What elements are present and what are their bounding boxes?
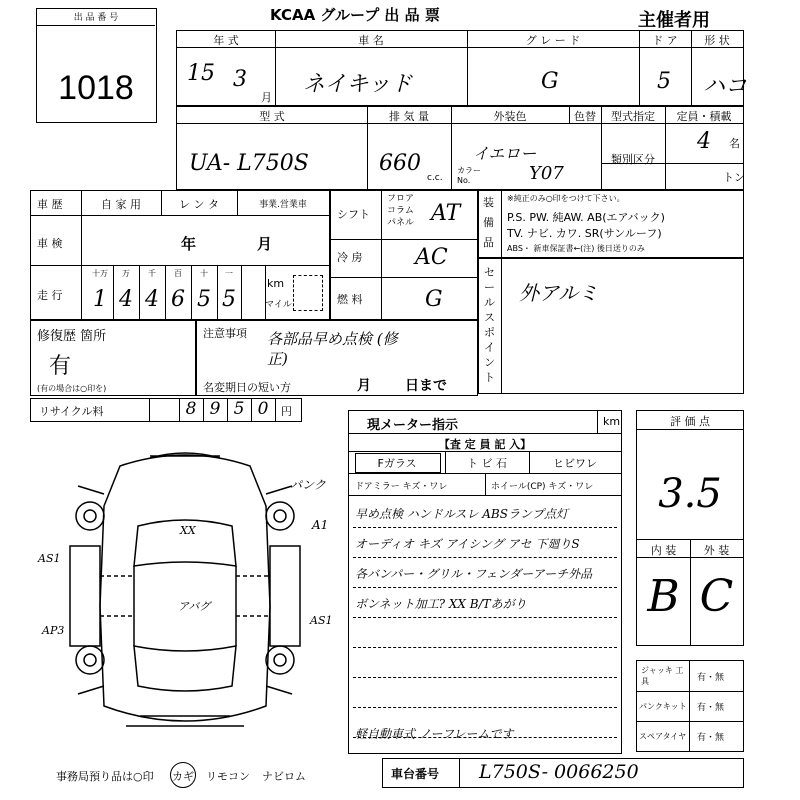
car-name: ネイキッド xyxy=(303,72,413,97)
comment-2: オーディオ キズ アイシング アセ 下廻りS xyxy=(355,537,580,551)
color-no-value: Y07 xyxy=(529,163,564,184)
row1-table xyxy=(176,30,748,106)
mileage-unit-3: 百 xyxy=(174,269,182,278)
row2-table xyxy=(176,106,744,190)
lot-number-label: 出 品 番 号 xyxy=(73,13,119,23)
notes-value: 各部品早め点検 (修正) xyxy=(267,330,398,368)
equipment-line1[interactable]: P.S. PW. 純AW. AB(エアバック) xyxy=(507,211,665,224)
month-unit: 月 xyxy=(261,91,272,104)
spec-table xyxy=(330,190,478,320)
score-value: 3.5 xyxy=(658,471,722,517)
shift-option-panel[interactable]: パネル xyxy=(387,218,415,228)
spare-label: スペアタイヤ xyxy=(639,732,687,741)
chassis-box xyxy=(382,758,744,788)
exterior-color-value: イエロー xyxy=(473,144,537,163)
score-box xyxy=(636,410,744,646)
mile-checkbox[interactable] xyxy=(293,275,323,311)
sales-point-label: セールスポイント xyxy=(484,266,495,384)
grade-value: G xyxy=(541,69,559,94)
load-unit: トン xyxy=(723,171,745,184)
recycle-digit-2: 5 xyxy=(233,399,245,419)
inspector-label: 【査 定 員 記 入】 xyxy=(438,438,532,451)
mileage-unit-5: 一 xyxy=(225,269,233,278)
crack-label[interactable]: ヒビワレ xyxy=(553,457,597,470)
repair-box xyxy=(30,320,196,396)
mark-aging: アバグ xyxy=(178,600,211,613)
interior-label: 内 装 xyxy=(650,544,677,557)
stone-label[interactable]: ト ビ 石 xyxy=(467,457,507,470)
month-value: 3 xyxy=(233,67,247,92)
doors-value: 5 xyxy=(657,69,671,94)
capacity-label: 定員・積載 xyxy=(676,110,732,123)
year-value: 15 xyxy=(187,61,215,86)
tools-box xyxy=(636,660,744,752)
mirror-label[interactable]: ドアミラー キズ・ワレ xyxy=(355,482,448,492)
name-label: 車 名 xyxy=(358,34,384,47)
fglass-label: Fガラス xyxy=(377,457,417,470)
recycle-digit-3: 0 xyxy=(257,399,269,419)
deadline-label: 名変期日の短い方 xyxy=(203,381,291,394)
mileage-unit-1: 万 xyxy=(122,269,130,278)
chassis-value: L750S- 0066250 xyxy=(479,761,639,783)
fuel-value: G xyxy=(425,287,443,312)
recycle-label: リサイクル料 xyxy=(39,405,104,418)
model-value: UA- L750S xyxy=(189,151,309,176)
history-option-business[interactable]: 事業.営業車 xyxy=(259,200,307,210)
doors-label: ド ア xyxy=(652,34,678,47)
capacity-value: 4 xyxy=(697,129,711,154)
displacement-value: 660 xyxy=(379,151,421,176)
shape-label: 形 状 xyxy=(704,34,730,47)
jack-value[interactable]: 有・無 xyxy=(697,673,725,683)
grade-label: グ レ ー ド xyxy=(525,34,581,47)
comment-4: ボンネット加工? XX B/Tあがり xyxy=(355,597,527,611)
mileage-unit-4: 十 xyxy=(200,269,208,278)
mileage-digit-2: 4 xyxy=(145,287,159,312)
mileage-mile: マイル xyxy=(265,300,292,310)
deadline-day: 日まで xyxy=(405,378,447,394)
puncture-value[interactable]: 有・無 xyxy=(697,703,725,713)
recycle-unit: 円 xyxy=(281,405,292,418)
repair-value: 有 xyxy=(49,354,72,379)
recycle-digit-1: 9 xyxy=(209,399,221,419)
mileage-digit-1: 4 xyxy=(119,287,133,312)
form-title: KCAA グループ 出 品 票 xyxy=(270,6,440,24)
chassis-label: 車台番号 xyxy=(391,767,440,781)
category-label: 類別区分 xyxy=(611,153,655,166)
notes-label: 注意事項 xyxy=(203,327,247,340)
history-label: 車 歴 xyxy=(37,198,63,211)
mark-as1-left: AS1 xyxy=(38,552,61,565)
mileage-unit-0: 十万 xyxy=(92,269,108,278)
meter-unit: km xyxy=(603,415,621,428)
mark-a1-right: A1 xyxy=(312,518,329,532)
mark-ap3: AP3 xyxy=(42,624,65,637)
shift-option-column[interactable]: コラム xyxy=(387,206,414,216)
equipment-note: ※純正のみ○印をつけて下さい。 xyxy=(507,194,625,203)
form-role: 主催者用 xyxy=(638,10,710,31)
inspection-label: 車 検 xyxy=(37,237,63,250)
mileage-unit-2: 千 xyxy=(148,269,156,278)
footer-item-remote[interactable]: リモコン xyxy=(206,770,250,783)
repair-note: (有の場合は○印を) xyxy=(37,384,107,393)
lot-number: 1018 xyxy=(58,69,134,107)
exterior-value: C xyxy=(699,571,734,622)
spare-value[interactable]: 有・無 xyxy=(697,733,725,743)
wheel-label[interactable]: ホイール(CP) キズ・ワレ xyxy=(491,482,594,492)
comment-1: 早め点検 ハンドルスレ ABSランプ点灯 xyxy=(355,507,568,521)
mileage-digit-4: 5 xyxy=(197,287,211,312)
history-option-rental[interactable]: レ ン タ xyxy=(179,198,219,211)
shift-value: AT xyxy=(431,201,461,226)
meter-label: 現メーター指示 xyxy=(367,418,459,433)
displacement-unit: c.c. xyxy=(427,173,443,183)
model-label: 型 式 xyxy=(259,110,285,123)
office-note: 事務局預り品は○印 xyxy=(56,770,154,783)
comment-3: 各バンパー・グリル・フェンダーアーチ外品 xyxy=(355,567,593,581)
footer-item-navi[interactable]: ナビロム xyxy=(262,770,306,783)
sales-point-value: 外アルミ xyxy=(519,281,599,305)
comment-5: 軽自動車式 ノーフレームです xyxy=(355,727,514,741)
fuel-label: 燃 料 xyxy=(337,293,363,306)
mileage-digit-5: 5 xyxy=(222,287,236,312)
mark-puncture: パンク xyxy=(290,478,326,492)
inspection-month: 月 xyxy=(257,235,273,253)
year-label: 年 式 xyxy=(213,34,239,47)
shift-label: シフト xyxy=(337,208,370,221)
inspection-year: 年 xyxy=(181,235,197,253)
puncture-label: パンクキット xyxy=(639,702,687,711)
aircon-value: AC xyxy=(415,245,448,270)
history-table xyxy=(30,190,330,320)
mileage-label: 走 行 xyxy=(37,289,63,302)
recycle-box xyxy=(30,398,302,422)
mileage-km: km xyxy=(267,277,285,290)
mileage-digit-3: 6 xyxy=(171,287,185,312)
notes-box xyxy=(196,320,478,396)
recycle-digit-0: 8 xyxy=(185,399,197,419)
color-no-label: カラー No. xyxy=(457,166,481,185)
car-diagram xyxy=(30,436,340,756)
exterior-label: 外 装 xyxy=(703,544,730,557)
inspector-box xyxy=(348,410,622,754)
type-designation-label: 型式指定 xyxy=(611,110,655,123)
shape-value: ハコ xyxy=(703,74,748,99)
mileage-digit-0: 1 xyxy=(93,287,107,312)
exterior-color-label: 外装色 xyxy=(493,110,527,123)
shift-option-floor[interactable]: フロア xyxy=(387,194,415,204)
color-change-label: 色替 xyxy=(574,110,596,123)
history-option-private[interactable]: 自 家 用 xyxy=(101,198,141,211)
mark-as1-right: AS1 xyxy=(310,614,333,627)
equipment-box xyxy=(478,190,744,258)
equipment-line3[interactable]: ABS・ 新車保証書←(注) 後日送りのみ xyxy=(507,244,645,253)
sales-point-box xyxy=(478,258,744,394)
score-label: 評 価 点 xyxy=(670,415,710,428)
deadline-month: 月 xyxy=(357,378,371,394)
capacity-unit: 名 xyxy=(729,137,740,150)
equipment-line2[interactable]: TV. ナビ. カワ. SR(サンルーフ) xyxy=(507,227,662,240)
aircon-label: 冷 房 xyxy=(337,251,363,264)
interior-value: B xyxy=(647,571,680,622)
footer-item-key[interactable]: カギ xyxy=(172,770,194,783)
mark-roof-xx: XX xyxy=(180,524,196,537)
displacement-label: 排 気 量 xyxy=(389,110,429,123)
equipment-label: 装備品 xyxy=(483,196,494,249)
repair-label: 修復歴 箇所 xyxy=(37,329,107,344)
jack-label: ジャッキ 工具 xyxy=(641,666,684,686)
lot-number-box xyxy=(36,8,157,123)
